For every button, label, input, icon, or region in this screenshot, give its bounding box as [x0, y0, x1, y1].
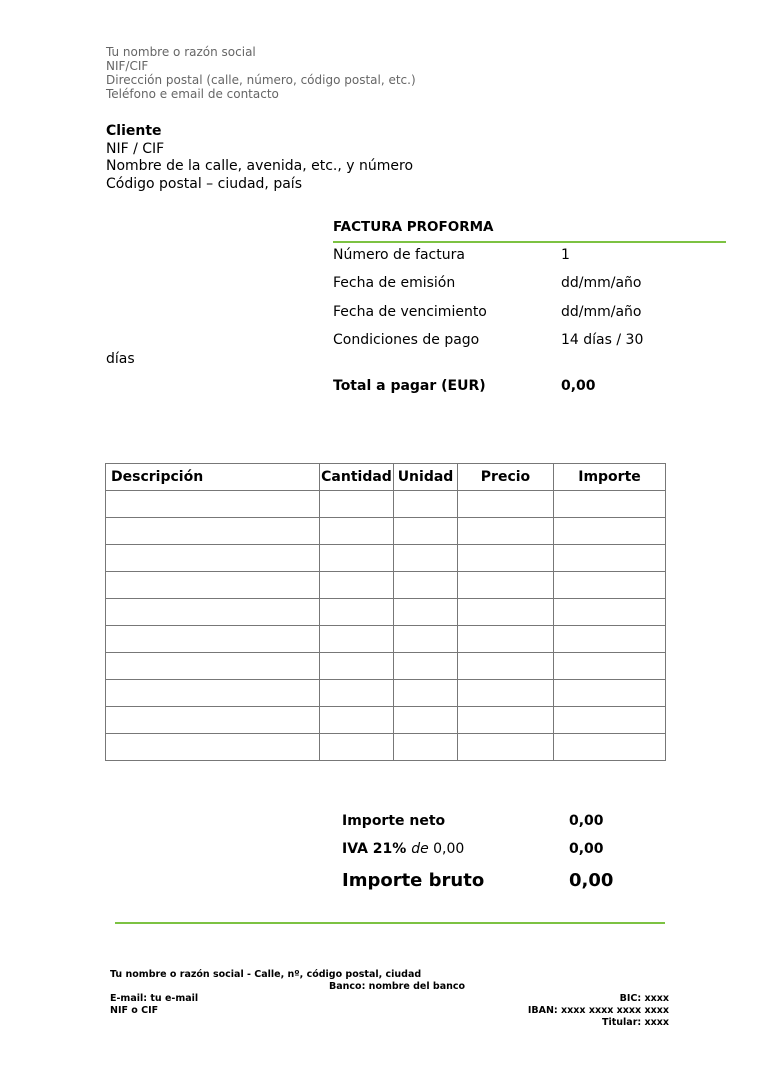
footer-holder: Titular: xxxx: [601, 1017, 669, 1028]
column-header: Descripción: [106, 464, 320, 491]
sender-block: [106, 45, 416, 101]
table-cell: [320, 734, 394, 761]
table-row: [106, 680, 666, 707]
table-cell: [394, 653, 458, 680]
table-cell: [554, 680, 666, 707]
client-tax-id: NIF / CIF: [106, 140, 165, 157]
vat-of: de: [411, 841, 429, 857]
footer-iban: IBAN: xxxx xxxx xxxx xxxx: [527, 1005, 669, 1016]
payment-terms-label: Condiciones de pago: [333, 332, 480, 348]
vat-rate: IVA 21%: [342, 841, 407, 857]
table-cell: [106, 653, 320, 680]
title-divider: [333, 241, 726, 243]
gross-amount-value: 0,00: [569, 870, 614, 891]
table-cell: [320, 518, 394, 545]
footer-company-line: Tu nombre o razón social - Calle, nº, código postal, ciudad: [110, 969, 422, 980]
issue-date-value: dd/mm/año: [561, 275, 642, 291]
table-cell: [320, 680, 394, 707]
table-cell: [554, 599, 666, 626]
table-cell: [320, 545, 394, 572]
table-cell: [394, 734, 458, 761]
table-cell: [320, 707, 394, 734]
table-cell: [394, 626, 458, 653]
issue-date-label: Fecha de emisión: [333, 275, 456, 291]
table-cell: [458, 491, 554, 518]
footer-bic: BIC: xxxx: [619, 993, 669, 1004]
payment-terms-value: 14 días / 30: [561, 332, 644, 348]
table-row: [106, 734, 666, 761]
invoice-title: FACTURA PROFORMA: [333, 219, 494, 235]
table-cell: [106, 491, 320, 518]
table-cell: [394, 518, 458, 545]
footer-bank: Banco: nombre del banco: [329, 981, 466, 992]
table-cell: [320, 653, 394, 680]
footer-divider: [115, 922, 665, 924]
payment-terms-wrap: días: [106, 351, 135, 367]
sender-name: Tu nombre o razón social: [106, 45, 256, 59]
client-block: [106, 123, 413, 193]
table-cell: [106, 572, 320, 599]
table-cell: [106, 734, 320, 761]
table-cell: [458, 734, 554, 761]
table-cell: [458, 545, 554, 572]
total-due-label: Total a pagar (EUR): [333, 378, 486, 394]
table-cell: [106, 680, 320, 707]
column-header: Unidad: [394, 464, 458, 491]
table-cell: [458, 680, 554, 707]
table-cell: [320, 626, 394, 653]
table-cell: [394, 599, 458, 626]
table-cell: [554, 707, 666, 734]
table-cell: [458, 572, 554, 599]
table-cell: [458, 518, 554, 545]
table-cell: [554, 734, 666, 761]
net-amount-value: 0,00: [569, 813, 604, 829]
table-row: [106, 707, 666, 734]
footer-email: E-mail: tu e-mail: [110, 993, 199, 1004]
sender-contact: Teléfono e email de contacto: [106, 87, 279, 101]
table-row: [106, 491, 666, 518]
vat-base: 0,00: [433, 841, 465, 857]
sender-address: Dirección postal (calle, número, código postal, etc.): [106, 73, 416, 87]
gross-amount-label: Importe bruto: [342, 870, 485, 891]
client-label: Cliente: [106, 123, 162, 139]
client-street: Nombre de la calle, avenida, etc., y número: [106, 158, 414, 174]
table-row: [106, 518, 666, 545]
table-cell: [554, 491, 666, 518]
column-header: Cantidad: [320, 464, 394, 491]
table-cell: [394, 707, 458, 734]
column-header: Precio: [458, 464, 554, 491]
table-cell: [320, 491, 394, 518]
table-cell: [458, 707, 554, 734]
table-cell: [554, 545, 666, 572]
table-row: [106, 599, 666, 626]
vat-label: [342, 841, 464, 857]
table-cell: [554, 572, 666, 599]
table-cell: [106, 545, 320, 572]
due-date-value: dd/mm/año: [561, 304, 642, 320]
table-cell: [320, 599, 394, 626]
footer-tax-id: NIF o CIF: [110, 1005, 159, 1016]
table-cell: [394, 491, 458, 518]
table-cell: [320, 572, 394, 599]
table-cell: [458, 599, 554, 626]
invoice-number-label: Número de factura: [333, 247, 465, 263]
table-cell: [106, 626, 320, 653]
client-city: Código postal – ciudad, país: [106, 175, 302, 192]
column-header: Importe: [554, 464, 666, 491]
table-cell: [458, 653, 554, 680]
table-row: [106, 653, 666, 680]
table-cell: [394, 545, 458, 572]
table-row: [106, 545, 666, 572]
invoice-number-value: 1: [561, 247, 570, 263]
table-cell: [394, 680, 458, 707]
table-cell: [554, 626, 666, 653]
sender-tax-id: NIF/CIF: [106, 59, 149, 73]
table-row: [106, 572, 666, 599]
table-cell: [554, 518, 666, 545]
table-cell: [106, 599, 320, 626]
table-row: [106, 626, 666, 653]
total-due-value: 0,00: [561, 378, 596, 394]
items-table: [105, 463, 666, 761]
table-cell: [458, 626, 554, 653]
net-amount-label: Importe neto: [342, 813, 446, 829]
table-header-row: [106, 464, 666, 491]
table-cell: [106, 707, 320, 734]
table-cell: [554, 653, 666, 680]
table-cell: [106, 518, 320, 545]
vat-value: 0,00: [569, 841, 604, 857]
table-cell: [394, 572, 458, 599]
due-date-label: Fecha de vencimiento: [333, 304, 487, 320]
